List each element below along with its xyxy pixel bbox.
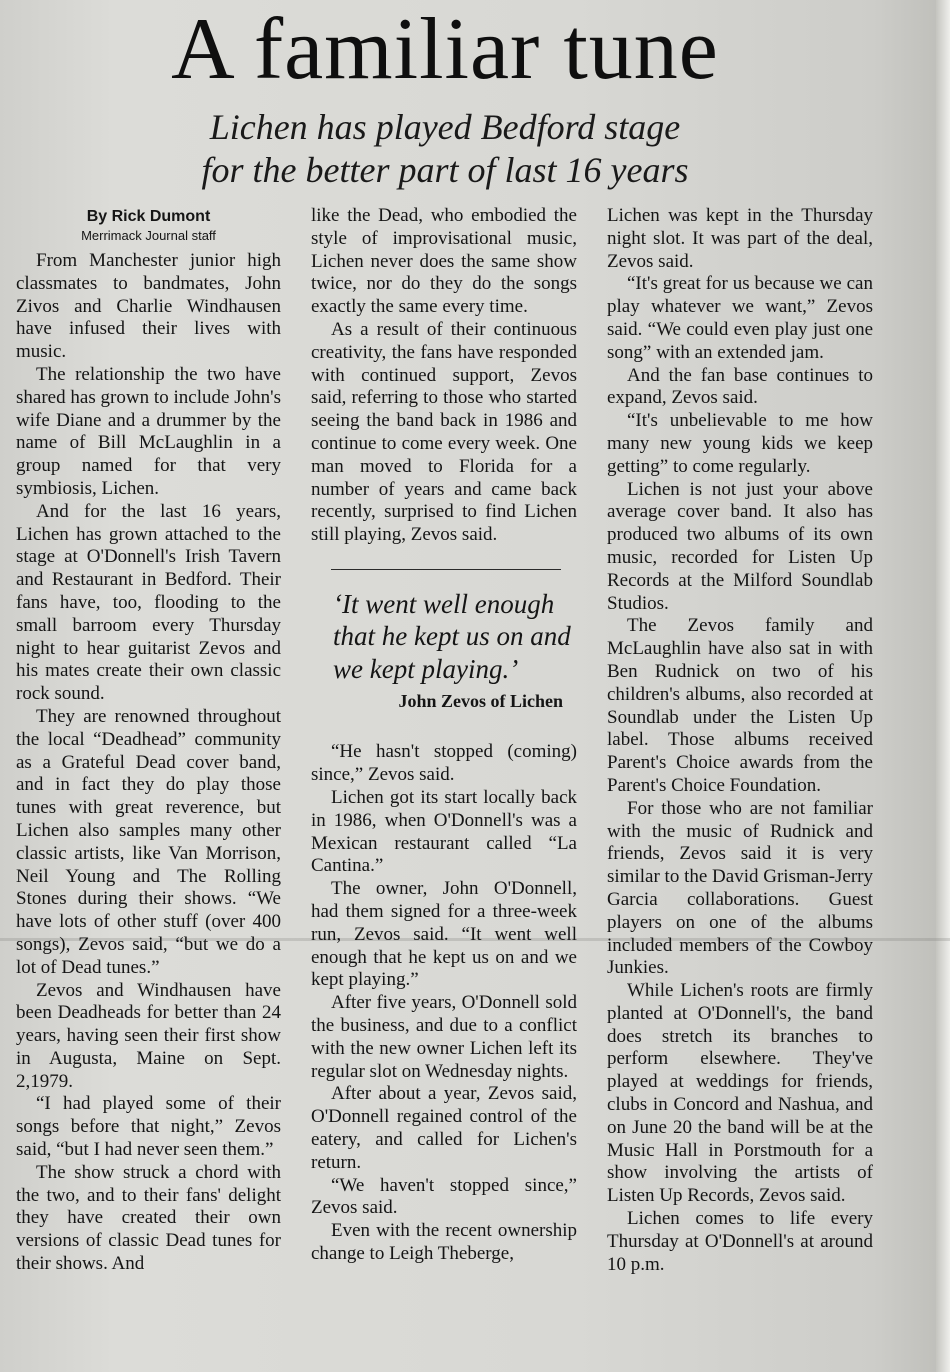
subheadline-line-1: Lichen has played Bedford stage: [209, 107, 681, 147]
byline: By Rick Dumont: [86, 208, 211, 225]
pullquote-rule: [331, 569, 561, 570]
article-column-1: [16, 205, 281, 1276]
article-column-3: [607, 205, 873, 1276]
paragraph: And for the last 16 years, Lichen has grown attached to the stage at O'Donnell's Irish Tavern and Restaurant in Bedford. Their fans have, too, flooding to the small barroom every Thursday night to hear guitarist Zevos and his mates create their own classic rock sound.: [16, 500, 281, 705]
paragraph: like the Dead, who embodied the style of improvisational music, Lichen never does the same show twice, nor do they do the songs exactly the same every time.: [311, 205, 577, 318]
page-edge: [936, 0, 950, 1372]
subheadline-line-2: for the better part of last 16 years: [201, 150, 689, 190]
paragraph: “It's great for us because we can play whatever we want,” Zevos said. “We could even play just one song” with an extended jam.: [607, 273, 873, 363]
paragraph: For those who are not familiar with the music of Rudnick and friends, Zevos said it is very similar to the David Grisman-Jerry Garcia collaborations. Guest players on one of the albums included members of the Cowboy Junkies.: [607, 797, 873, 979]
paragraph: And the fan base continues to expand, Zevos said.: [607, 364, 873, 409]
paragraph: Lichen got its start locally back in 1986, when O'Donnell's was a Mexican restaurant called “La Cantina.”: [311, 787, 577, 877]
headline: A familiar tune: [171, 1, 719, 98]
paragraph: Zevos and Windhausen have been Deadheads for better than 24 years, having seen their first show in Augusta, Maine on Sept. 2,1979.: [16, 979, 281, 1092]
subheadline: [0, 106, 890, 192]
paragraph: “It's unbelievable to me how many new young kids we keep getting” to come regularly.: [607, 410, 873, 477]
pullquote-attribution: John Zevos of Lichen: [398, 691, 563, 712]
pullquote: ‘It went well enough that he kept us on and we kept playing.’: [333, 588, 571, 684]
byline-affiliation: Merrimack Journal staff: [81, 228, 216, 243]
paragraph: Lichen is not just your above average cover band. It also has produced two albums of its own music, recorded for Listen Up Records at the Milford Soundlab Studios.: [607, 478, 873, 614]
paragraph: After about a year, Zevos said, O'Donnell regained control of the eatery, and called for Lichen's return.: [311, 1083, 577, 1173]
paragraph: While Lichen's roots are firmly planted at O'Donnell's, the band does stretch its branches to perform elsewhere. They've played at weddings for friends, clubs in Concord and Nashua, and on June 20 the band will be at the Music Hall in Porstmouth for a show involving the artists of Listen Up Records, Zevos said.: [607, 980, 873, 1207]
paragraph: From Manchester junior high classmates to bandmates, John Zivos and Charlie Windhausen have infused their lives with music.: [16, 250, 281, 363]
paragraph: Even with the recent ownership change to Leigh Theberge,: [311, 1220, 577, 1264]
article-column-2: [311, 205, 577, 1266]
paragraph: The relationship the two have shared has grown to include John's wife Diane and a drummer by the name of Bill McLaughlin in a group named for that very symbiosis, Lichen.: [16, 363, 281, 499]
paragraph: Lichen was kept in the Thursday night slot. It was part of the deal, Zevos said.: [607, 205, 873, 272]
paragraph: As a result of their continuous creativity, the fans have responded with continued support, Zevos said, referring to those who started seeing the band back in 1986 and continue to come every week. One man moved to Florida for a number of years and came back recently, surprised to find Lichen still playing, Zevos said.: [311, 318, 577, 546]
paragraph: “I had played some of their songs before that night,” Zevos said, “but I had never seen them.”: [16, 1093, 281, 1161]
paragraph: Lichen comes to life every Thursday at O'Donnell's at around 10 p.m.: [607, 1208, 873, 1275]
paragraph: The Zevos family and McLaughlin have also sat in with Ben Rudnick on two of his children's albums, also recorded at Soundlab under the Listen Up label. Those albums received Parent's Choice awards from the Parent's Choice Foundation.: [607, 615, 873, 796]
paragraph: After five years, O'Donnell sold the business, and due to a conflict with the new owner Lichen left its regular slot on Wednesday nights.: [311, 992, 577, 1082]
paragraph: They are renowned throughout the local “Deadhead” community as a Grateful Dead cover band, and in fact they do play those tunes with great reverence, but Lichen also samples many other classic artists, like Van Morrison, Neil Young and The Rolling Stones during their shows. “We have lots of other stuff (over 400 songs), Zevos said, “but we do a lot of Dead tunes.”: [16, 705, 281, 978]
paragraph: “He hasn't stopped (coming) since,” Zevos said.: [311, 741, 577, 786]
paragraph: The owner, John O'Donnell, had them signed for a three-week run, Zevos said. “It went well enough that he kept us on and we kept playing.”: [311, 878, 577, 991]
paragraph: The show struck a chord with the two, and to their fans' delight they have created their own versions of classic Dead tunes for their shows. And: [16, 1161, 281, 1275]
paragraph: “We haven't stopped since,” Zevos said.: [311, 1174, 577, 1219]
